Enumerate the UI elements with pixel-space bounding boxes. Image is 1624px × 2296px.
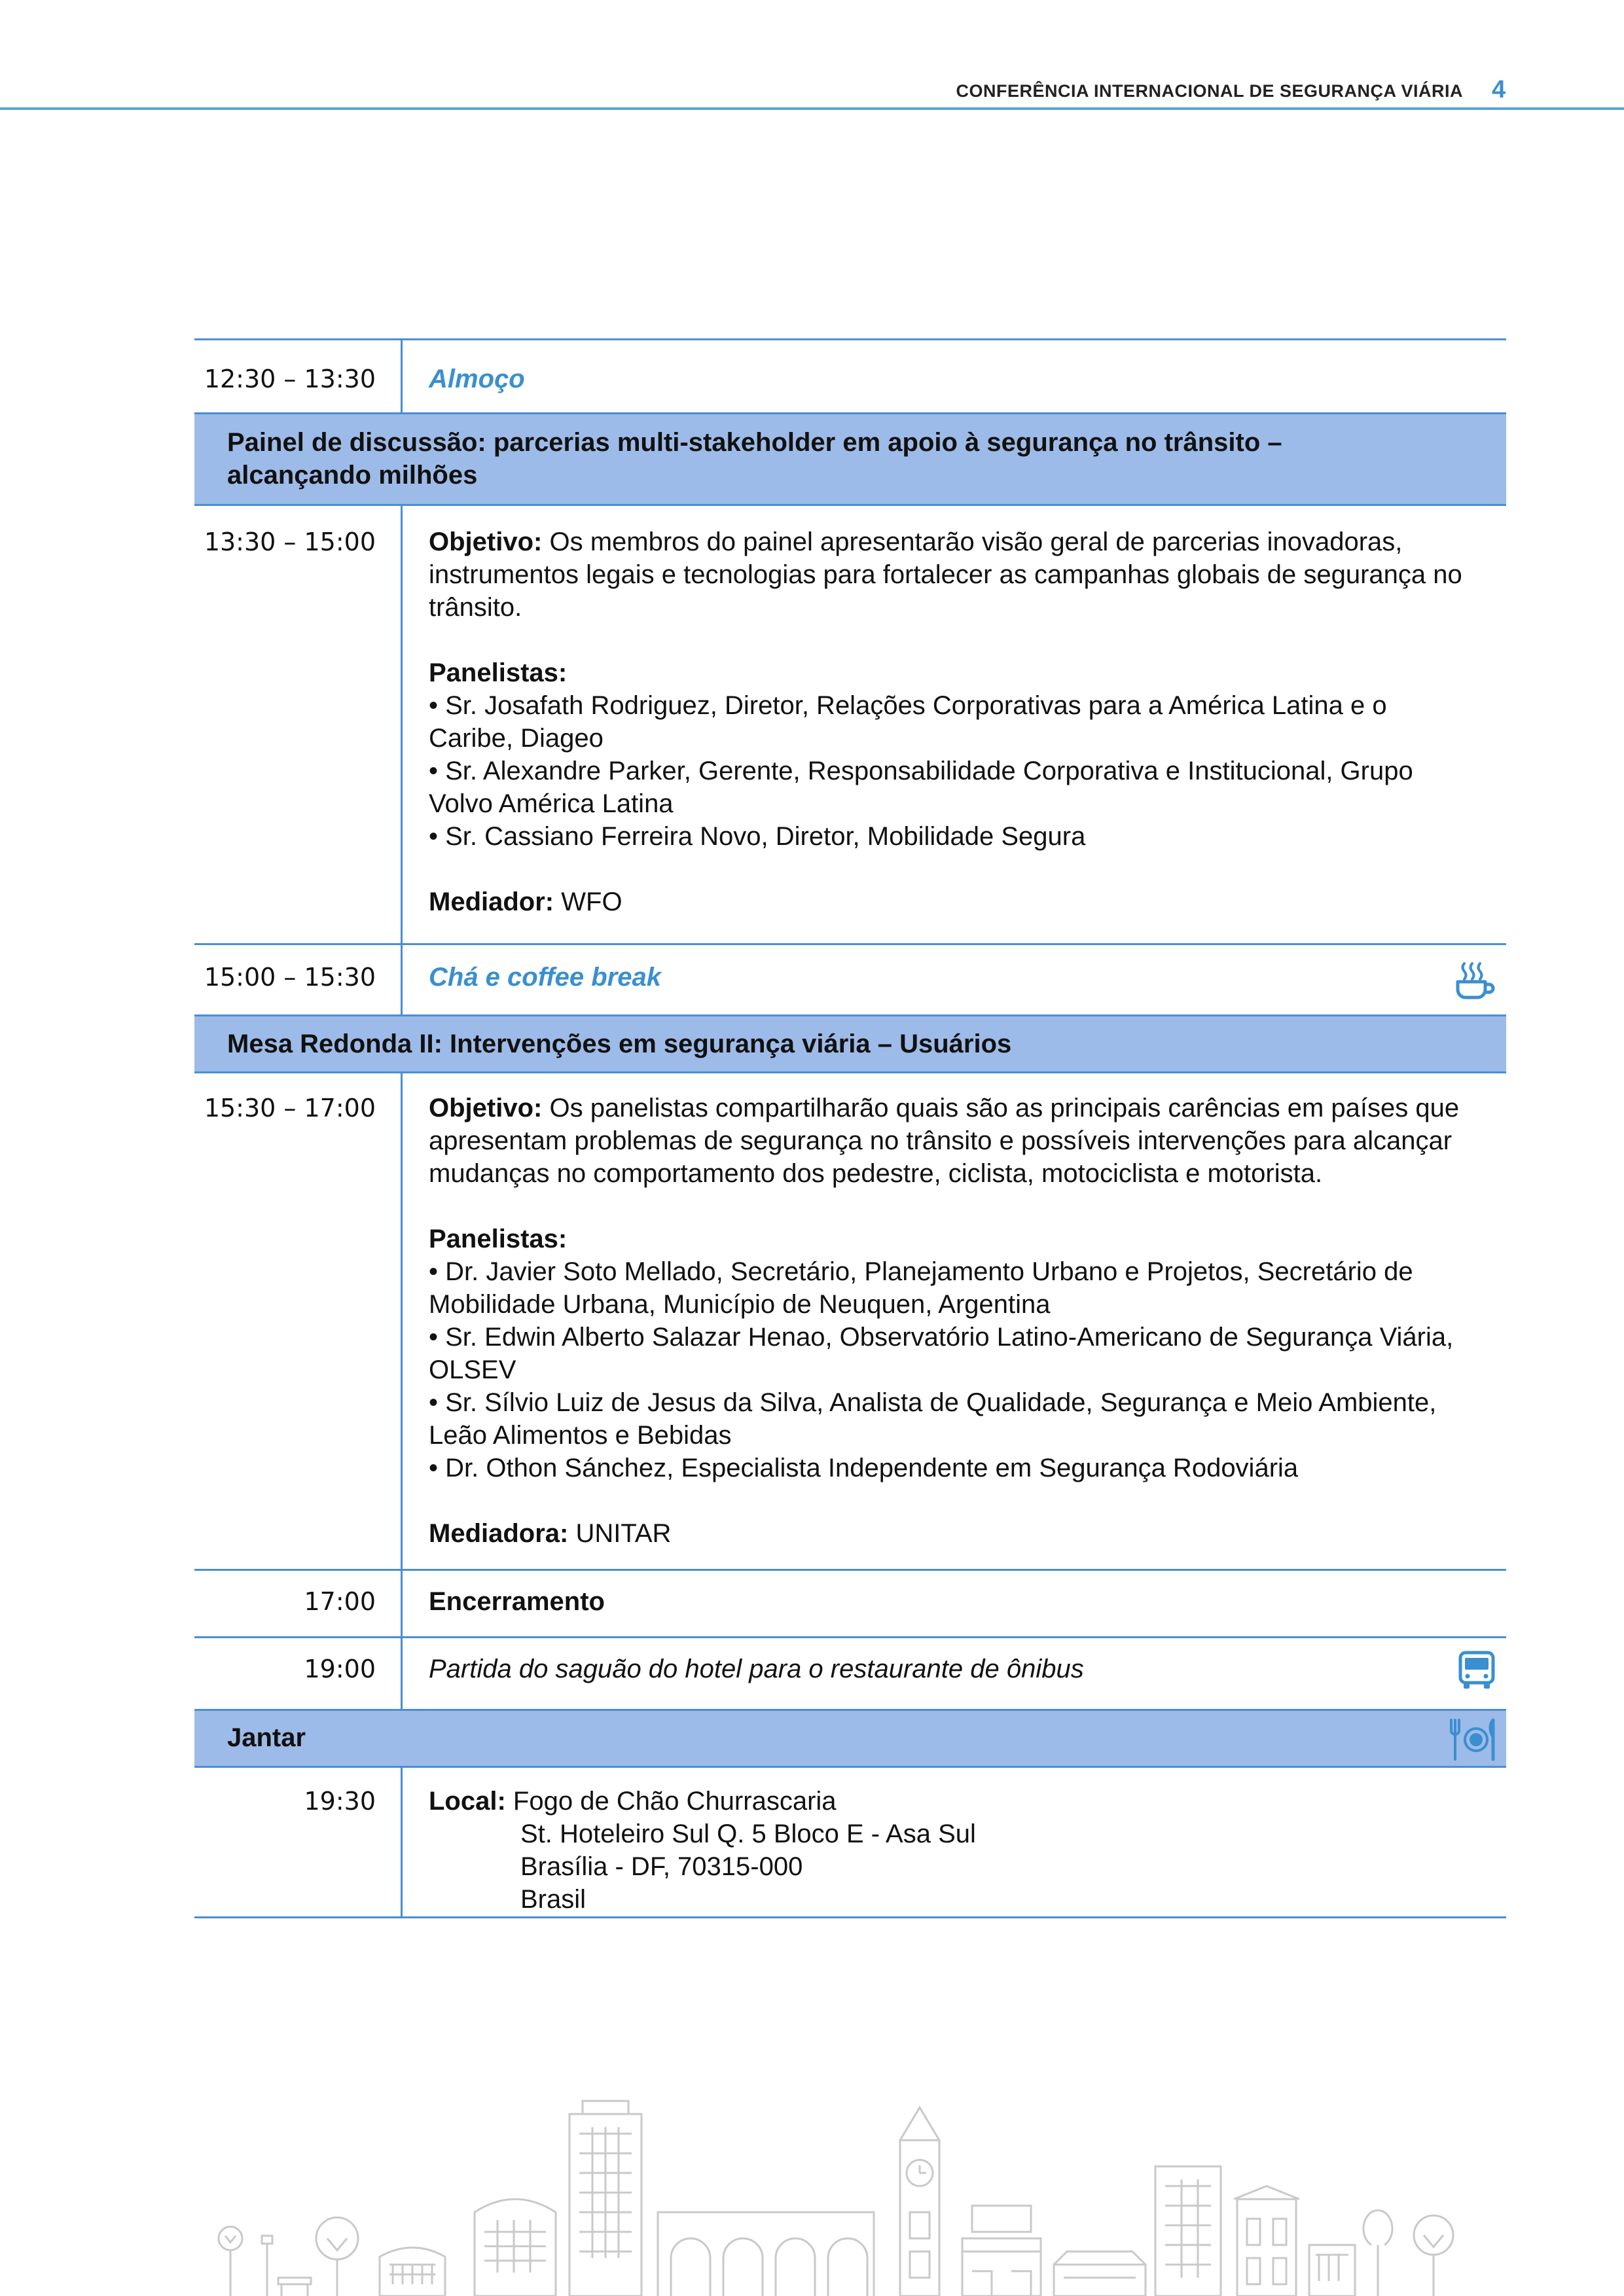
clock-tower-icon: [900, 2108, 939, 2296]
place-line: [429, 1785, 1500, 1818]
bus-icon: [1456, 1650, 1497, 1691]
objective-line: apresentam problemas de segurança no trânsito e possíveis intervenções para alcançar: [429, 1126, 1453, 1155]
building-icon: [1054, 2251, 1146, 2296]
panelists-label: Panelistas:: [429, 658, 568, 687]
moderator-line: [429, 1517, 1500, 1550]
schedule-row-departure: [194, 1636, 1506, 1709]
moderator-label: Mediador:: [429, 888, 554, 916]
address-line: Brasil: [520, 1885, 586, 1914]
content-cell: [401, 1638, 1506, 1709]
objective-line: instrumentos legais e tecnologias para fortalecer as campanhas globais de segurança no: [429, 560, 1462, 589]
moderator-line: [429, 886, 1500, 918]
panelist-line: Leão Alimentos e Bebidas: [429, 1421, 732, 1450]
panelist-line: Caribe, Diageo: [429, 724, 604, 753]
objective-line: mudanças no comportamento dos pedestre, ciclista, motociclista e motorista.: [429, 1159, 1323, 1188]
moderator-label: Mediadora:: [429, 1519, 569, 1548]
building-icon: [380, 2248, 445, 2296]
objective-text: Os membros do painel apresentarão visão geral de parcerias inovadoras,: [549, 528, 1403, 556]
time-cell: 15:00 – 15:30: [204, 963, 376, 992]
schedule-table: [194, 338, 1506, 1918]
time-cell: 19:00: [304, 1655, 376, 1683]
schedule-row-break: [194, 943, 1506, 1014]
objective-line: [429, 526, 1500, 558]
schedule-row-closing: [194, 1569, 1506, 1636]
section-band-roundtable: [194, 1014, 1506, 1071]
break-title: Chá e coffee break: [429, 963, 661, 992]
content-cell: [401, 340, 1506, 412]
content-cell: [401, 1571, 1506, 1636]
tree-icon: [1363, 2210, 1392, 2296]
panelist-line: • Dr. Othon Sánchez, Especialista Independente em Segurança Rodoviária: [429, 1454, 1299, 1482]
running-header-title: CONFERÊNCIA INTERNACIONAL DE SEGURANÇA VIÁRIA: [956, 81, 1463, 101]
building-icon: [658, 2212, 874, 2296]
departure-title: Partida do saguão do hotel para o restaurante de ônibus: [429, 1655, 1084, 1683]
schedule-row-roundtable: [194, 1071, 1506, 1569]
tree-icon: [316, 2217, 358, 2296]
street-lamp-icon: [262, 2236, 272, 2296]
address-line: Brasília - DF, 70315-000: [520, 1852, 803, 1881]
city-skyline-illustration: [196, 2081, 1499, 2296]
panelist-line: • Sr. Sílvio Luiz de Jesus da Silva, Analista de Qualidade, Segurança e Meio Ambiente,: [429, 1388, 1437, 1417]
schedule-row-lunch: [194, 338, 1506, 412]
table-bottom-rule: [194, 1916, 1506, 1918]
panelist-line: OLSEV: [429, 1355, 516, 1384]
time-cell: 15:30 – 17:00: [204, 1094, 376, 1122]
address-line: St. Hoteleiro Sul Q. 5 Bloco E - Asa Sul: [520, 1820, 976, 1848]
content-cell: [401, 1768, 1506, 1916]
panelist-line: • Sr. Josafath Rodriguez, Diretor, Relações Corporativas para a América Latina e o: [429, 691, 1387, 720]
content-cell: [401, 945, 1506, 1014]
section-band-dinner: [194, 1709, 1506, 1766]
objective-line: trânsito.: [429, 593, 522, 622]
shop-icon: [962, 2206, 1041, 2296]
schedule-row-dinner: [194, 1766, 1506, 1916]
objective-label: Objetivo:: [429, 1094, 543, 1122]
tree-icon: [1414, 2215, 1453, 2296]
tree-icon: [219, 2227, 242, 2296]
panelist-line: • Sr. Edwin Alberto Salazar Henao, Observatório Latino-Americano de Segurança Viária,: [429, 1323, 1454, 1352]
band-title-line: Mesa Redonda II: Intervenções em segurança viária – Usuários: [227, 1030, 1012, 1058]
content-cell: [401, 506, 1506, 943]
content-cell: [401, 1073, 1506, 1569]
band-title-line: Jantar: [227, 1723, 306, 1752]
time-cell: 12:30 – 13:30: [204, 365, 376, 393]
building-icon: [1234, 2186, 1299, 2296]
bench-icon: [278, 2278, 311, 2296]
objective-line: [429, 1092, 1500, 1124]
band-title-line: alcançando milhões: [227, 461, 478, 490]
closing-title: Encerramento: [429, 1587, 605, 1616]
building-icon: [1309, 2245, 1355, 2296]
place-label: Local:: [429, 1787, 506, 1816]
panelist-line: • Sr. Cassiano Ferreira Novo, Diretor, Mobilidade Segura: [429, 822, 1086, 851]
panelists-label: Panelistas:: [429, 1225, 568, 1253]
coffee-cup-icon: [1455, 961, 1497, 1000]
time-cell: 17:00: [304, 1587, 376, 1616]
objective-text: Os panelistas compartilharão quais são as principais carências em países que: [549, 1094, 1460, 1122]
panelist-line: • Sr. Alexandre Parker, Gerente, Responsabilidade Corporativa e Institucional, Grupo: [429, 757, 1413, 785]
building-icon: [1155, 2166, 1221, 2296]
building-icon: [569, 2101, 641, 2296]
lunch-title: Almoço: [429, 365, 525, 393]
schedule-row-panel: [194, 504, 1506, 943]
header-rule: [0, 107, 1624, 110]
moderator-name: WFO: [561, 888, 623, 916]
panelist-line: Volvo América Latina: [429, 789, 674, 818]
page-number: 4: [1492, 76, 1506, 103]
objective-label: Objetivo:: [429, 528, 543, 556]
panelist-line: Mobilidade Urbana, Município de Neuquen, Argentina: [429, 1290, 1051, 1319]
section-band-panel: [194, 412, 1506, 504]
band-title-line: Painel de discussão: parcerias multi-stakeholder em apoio à segurança no trânsito –: [227, 428, 1282, 457]
plate-cutlery-icon: [1447, 1717, 1497, 1762]
place-name: Fogo de Chão Churrascaria: [513, 1787, 837, 1816]
moderator-name: UNITAR: [575, 1519, 672, 1548]
building-icon: [475, 2199, 556, 2296]
time-cell: 19:30: [304, 1787, 376, 1816]
panelist-line: • Dr. Javier Soto Mellado, Secretário, Planejamento Urbano e Projetos, Secretário de: [429, 1257, 1413, 1286]
time-cell: 13:30 – 15:00: [204, 528, 376, 556]
